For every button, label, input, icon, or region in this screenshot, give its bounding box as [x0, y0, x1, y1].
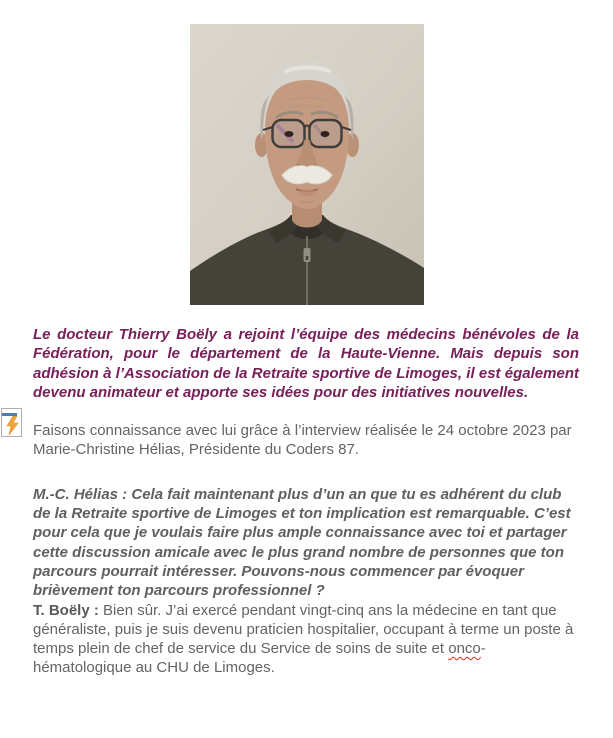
intro-paragraph: Le docteur Thierry Boëly a rejoint l’équipe des médecins bénévoles de la Fédération, pour le département de la Haute-Vienne. Mais depuis son adhésion à l’Association de la Retraite sportive de Limoges, il est également devenu animateur et apporte ses idées pour des initiatives nouvelles. [33, 326, 579, 401]
answer-text-after: -hématologique au CHU de Limoges. [33, 640, 486, 677]
portrait-photo [190, 24, 424, 305]
question-speaker: M.-C. Hélias : [33, 485, 132, 503]
eye-right [320, 131, 329, 137]
question-text: Cela fait maintenant plus d’un an que tu es adhérent du club de la Retraite sportive de Limoges et ton implication est remarquable. C’est pour cela que je voulais faire plus ample connaissance avec toi et partager cette discussion amicale avec le plus grand nombre de personnes que ton parcours pourrait intéresser. Pouvons-nous commencer par évoquer brièvement ton parcours professionnel ? [33, 485, 571, 600]
lower-lip [298, 190, 316, 196]
spellcheck-flagged-word: onco [448, 640, 481, 658]
eye-left [284, 131, 293, 137]
autocorrect-options-button[interactable] [1, 408, 22, 437]
portrait-photo-image [190, 24, 424, 305]
lead-paragraph: Faisons connaissance avec lui grâce à l’interview réalisée le 24 octobre 2023 par Marie-Christine Hélias, Présidente du Coders 87. [33, 422, 572, 459]
answer-text-before: Bien sûr. J’ai exercé pendant vingt-cinq ans la médecine en tant que généraliste, puis je suis devenu praticien hospitalier, occupant à terme un poste à temps plein de chef de service du Service de soins de suite et [33, 601, 574, 658]
mustache [282, 166, 332, 184]
lightning-bolt-icon [6, 416, 19, 435]
text-column [33, 325, 579, 678]
interview-answer-paragraph [33, 601, 579, 678]
answer-speaker: T. Boëly : [33, 601, 104, 619]
document-page [0, 24, 613, 678]
interview-question-paragraph [33, 485, 579, 601]
